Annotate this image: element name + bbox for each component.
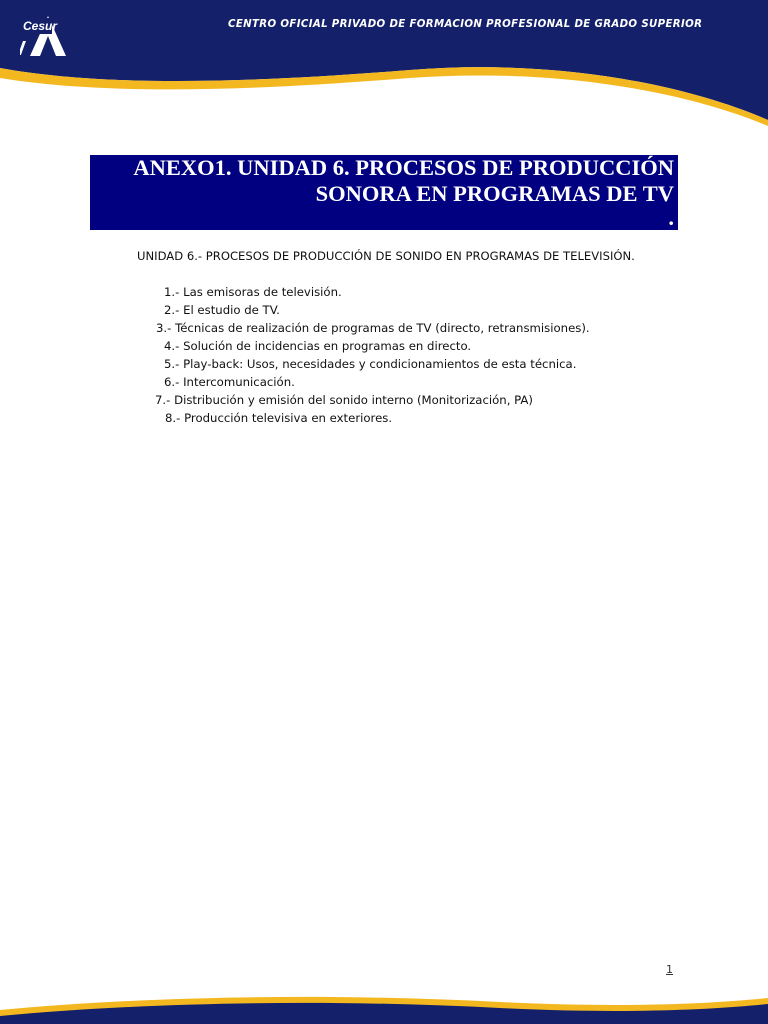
unit-heading: UNIDAD 6.- PROCESOS DE PRODUCCIÓN DE SONIDO EN PROGRAMAS DE TELEVISIÓN. — [137, 249, 635, 263]
list-item: 5.- Play-back: Usos, necesidades y condicionamientos de esta técnica. — [164, 357, 577, 371]
list-item: 7.- Distribución y emisión del sonido interno (Monitorización, PA) — [155, 393, 533, 407]
cesur-logo — [20, 8, 70, 58]
list-item: 3.- Técnicas de realización de programas de TV (directo, retransmisiones). — [156, 321, 590, 335]
list-item: 8.- Producción televisiva en exteriores. — [165, 411, 393, 425]
title-line-3: . — [668, 205, 674, 230]
institution-name: CENTRO OFICIAL PRIVADO DE FORMACION PROFESIONAL DE GRADO SUPERIOR — [228, 19, 703, 30]
list-item: 1.- Las emisoras de televisión. — [164, 285, 342, 299]
list-item: 4.- Solución de incidencias en programas en directo. — [164, 339, 472, 353]
list-item: 6.- Intercomunicación. — [164, 375, 295, 389]
page-number: 1 — [666, 963, 673, 976]
title-line-2: SONORA EN PROGRAMAS DE TV — [315, 181, 674, 206]
footer-band — [0, 990, 768, 1024]
title-line-1: ANEXO1. UNIDAD 6. PROCESOS DE PRODUCCIÓN — [133, 155, 674, 180]
logo-text: Cesur — [23, 19, 58, 33]
document-title-box — [90, 155, 678, 230]
list-item: 2.- El estudio de TV. — [164, 303, 280, 317]
